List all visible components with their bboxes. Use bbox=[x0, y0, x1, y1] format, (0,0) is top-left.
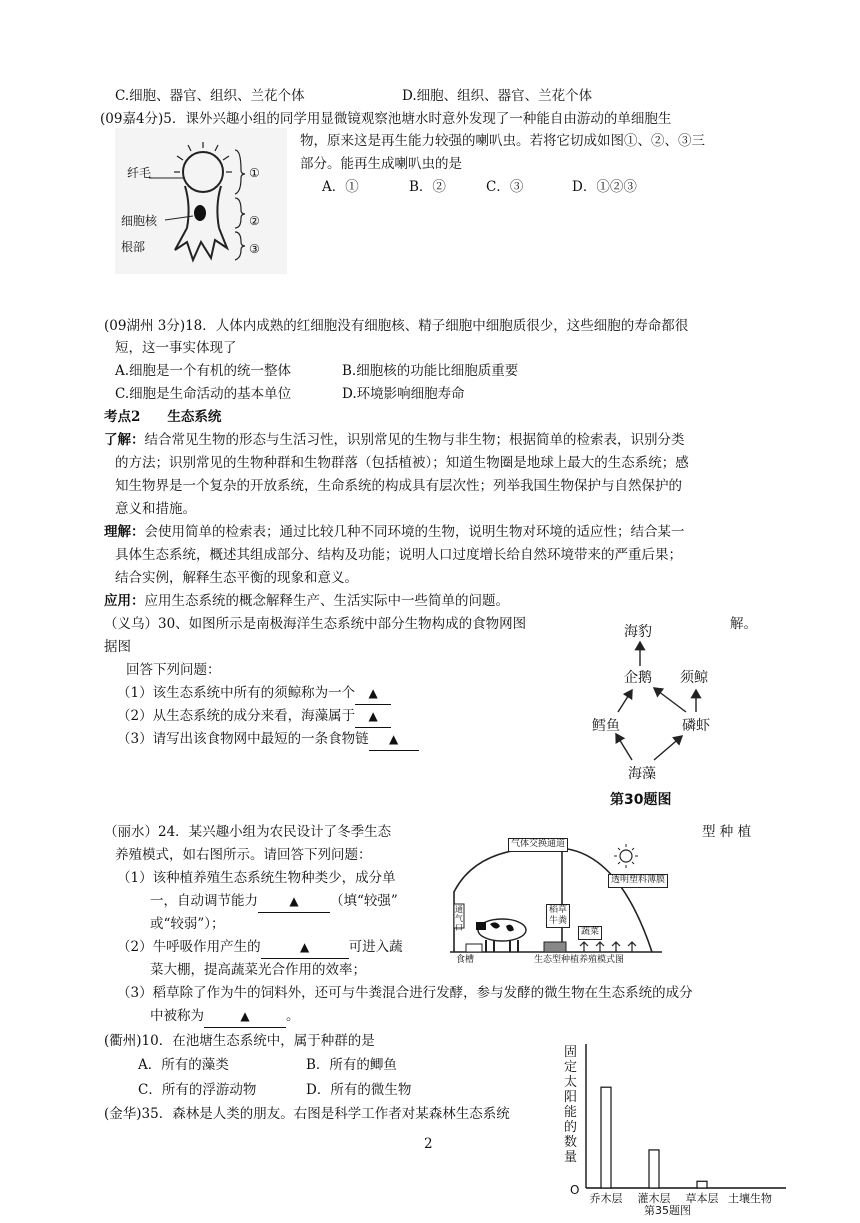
root-label: 根部 bbox=[121, 240, 146, 254]
food-web-figure bbox=[570, 616, 740, 812]
x-tick-label-1: 灌木层 bbox=[637, 1192, 671, 1205]
q24-blank-1[interactable]: ▲ bbox=[258, 891, 330, 913]
food-web-haibao: 海豹 bbox=[624, 624, 652, 640]
q10-option-d: D．所有的微生物 bbox=[306, 1082, 412, 1098]
q35-stem: (金华)35．森林是人类的朋友。右图是科学工作者对某森林生态系统 bbox=[104, 1106, 510, 1122]
gas-channel-label: 气体交换通道 bbox=[508, 838, 568, 852]
q5-option-b: B．② bbox=[409, 179, 446, 195]
greenhouse-diagram bbox=[448, 834, 674, 970]
liaojie-line2: 的方法；识别常见的生物种群和生物群落（包括植被）；知道生物圈是地球上最大的生态系统；感 bbox=[115, 455, 689, 471]
x-tick-label-0: 乔木层 bbox=[589, 1192, 623, 1205]
liaojie-line3: 知生物界是一个复杂的开放系统，生命系统的构成具有层次性；列举我国生物保护与自然保护的 bbox=[115, 478, 682, 494]
bar-2 bbox=[697, 1181, 707, 1188]
q5-stem-line2: 物，原来这是再生能力较强的喇叭虫。若将它切成如图①、②、③三 bbox=[300, 133, 705, 149]
q30-stem-line1: （义乌）30、如图所示是南极海洋生态系统中部分生物构成的食物网图 bbox=[104, 616, 527, 632]
q5-stem-line1: (09嘉4分)5．课外兴趣小组的同学用显微镜观察池塘水时意外发现了一种能自由游动的单细胞生 bbox=[100, 111, 672, 127]
part-2-label: ② bbox=[249, 214, 260, 228]
lijie-line2: 具体生态系统，概述其组成部分、结构及功能；说明人口过度增长给自然环境带来的严重后果； bbox=[115, 547, 682, 563]
q5-option-c: C．③ bbox=[486, 179, 524, 195]
q18-option-b: B.细胞核的功能比细胞质重要 bbox=[342, 363, 519, 379]
q24-sub3a: （3）稻草除了作为牛的饲料外，还可与牛粪混合进行发酵，参与发酵的微生物在生态系统的成分 bbox=[117, 985, 693, 1001]
section-title: 考点2 生态系统 bbox=[104, 409, 222, 425]
vent-label: 通气口 bbox=[455, 905, 463, 932]
part-3-label: ③ bbox=[249, 242, 260, 256]
q18-option-c: C.细胞是生命活动的基本单位 bbox=[115, 386, 292, 402]
q24-sub3: 中被称为 ▲ 。 bbox=[150, 1006, 300, 1028]
q24-sub1d: 或“较弱”）； bbox=[150, 916, 225, 932]
chart-caption: 第35题图 bbox=[644, 1204, 691, 1217]
vegetable-icons bbox=[580, 942, 636, 952]
q18-stem-line1: (09湖州 3分)18．人体内成熟的红细胞没有细胞核、精子细胞中细胞质很少，这些细胞的寿命都很 bbox=[104, 318, 689, 334]
origin-label: O bbox=[570, 1183, 580, 1197]
film-label: 透明塑料薄膜 bbox=[608, 874, 668, 888]
trumpet-worm-figure bbox=[115, 128, 287, 274]
sun-icon bbox=[620, 850, 632, 862]
food-web-qie: 企鹅 bbox=[624, 670, 652, 686]
straw-label: 稻草牛粪 bbox=[546, 904, 570, 928]
food-web-linxia: 磷虾 bbox=[682, 718, 710, 734]
q24-sub2c: 菜大棚，提高蔬菜光合作用的效率； bbox=[150, 962, 366, 978]
bar-0 bbox=[601, 1087, 611, 1188]
yingyong-line1: 应用：应用生态系统的概念解释生产、生活实际中一些简单的问题。 bbox=[104, 593, 509, 609]
q30-blank-2[interactable]: ▲ bbox=[355, 706, 391, 728]
q30-prompt: 回答下列问题： bbox=[126, 662, 221, 678]
q10-option-c: C．所有的浮游动物 bbox=[138, 1082, 257, 1098]
q30-sub1: （1）该生态系统中所有的须鲸称为一个 ▲ bbox=[117, 683, 391, 705]
q18-option-a: A.细胞是一个有机的统一整体 bbox=[115, 363, 292, 379]
bar-1 bbox=[649, 1150, 659, 1188]
q30-stem-line2: 据图 bbox=[104, 639, 131, 655]
q30-blank-1[interactable]: ▲ bbox=[355, 683, 391, 705]
lijie-line1: 理解：会使用简单的检索表；通过比较几种不同环境的生物，说明生物对环境的适应性；结合某一 bbox=[104, 524, 685, 540]
q5-option-a: A．① bbox=[322, 179, 359, 195]
nucleus-shape bbox=[194, 205, 206, 221]
q18-stem-line2: 短，这一事实体现了 bbox=[115, 340, 237, 356]
q30-stem-line1-end: 解。 bbox=[730, 616, 757, 632]
greenhouse-caption: 生态型种植养殖模式图 bbox=[534, 955, 625, 965]
q24-sub1b: 一，自动调节能力 ▲ （填“较强” bbox=[150, 891, 398, 913]
q24-blank-2[interactable]: ▲ bbox=[261, 937, 349, 959]
food-web-xueyu: 鳕鱼 bbox=[592, 718, 620, 734]
q24-stem-line1-end: 型 种 植 bbox=[702, 824, 752, 840]
lijie-line3: 结合实例，解释生态平衡的现象和意义。 bbox=[115, 570, 358, 586]
q24-stem-line2: 养殖模式，如右图所示。请回答下列问题： bbox=[115, 847, 372, 863]
q30-sub2: （2）从生态系统的成分来看，海藻属于 ▲ bbox=[117, 706, 391, 728]
q24-sub2: （2）牛呼吸作用产生的 ▲ 可进入蔬 bbox=[117, 937, 403, 959]
q24-blank-3[interactable]: ▲ bbox=[204, 1006, 286, 1028]
q24-sub1a: （1）该种植养殖生态系统生物种类少，成分单 bbox=[117, 870, 396, 886]
q10-stem: (衢州)10．在池塘生态系统中，属于种群的是 bbox=[104, 1033, 375, 1049]
food-web-haizao: 海藻 bbox=[628, 766, 656, 782]
q24-stem-line1: （丽水）24．某兴趣小组为农民设计了冬季生态 bbox=[104, 824, 392, 840]
x-tick-label-2: 草本层 bbox=[685, 1192, 719, 1205]
q30-blank-3[interactable]: ▲ bbox=[369, 729, 419, 751]
cilia-label: 纤毛 bbox=[127, 166, 152, 180]
q4-option-d: D.细胞、组织、器官、兰花个体 bbox=[402, 88, 593, 104]
q5-stem-line3: 部分。能再生成喇叭虫的是 bbox=[300, 156, 462, 172]
vegetable-label: 蔬菜 bbox=[578, 926, 602, 940]
q18-option-d: D.环境影响细胞寿命 bbox=[342, 386, 465, 402]
greenhouse-figure bbox=[448, 834, 674, 970]
feed-trough-label: 食槽 bbox=[456, 955, 475, 965]
liaojie-line4: 意义和措施。 bbox=[115, 501, 196, 517]
food-web-caption: 第30题图 bbox=[610, 792, 672, 808]
cow-icon bbox=[476, 919, 526, 952]
food-web-xujing: 须鲸 bbox=[680, 670, 708, 686]
q10-option-b: B．所有的鲫鱼 bbox=[306, 1057, 397, 1073]
part-1-label: ① bbox=[249, 166, 260, 180]
x-tick-label-3: 土壤生物 bbox=[728, 1192, 772, 1205]
nucleus-label: 细胞核 bbox=[121, 214, 158, 228]
q5-option-d: D．①②③ bbox=[572, 179, 637, 195]
q4-option-c: C.细胞、器官、组织、兰花个体 bbox=[115, 88, 305, 104]
page-number: 2 bbox=[424, 1136, 433, 1152]
q30-sub3: （3）请写出该食物网中最短的一条食物链 ▲ bbox=[117, 729, 419, 751]
liaojie-line1: 了解：结合常见生物的形态与生活习性，识别常见的生物与非生物；根据简单的检索表，识别分类 bbox=[104, 432, 685, 448]
solar-energy-chart bbox=[558, 1040, 790, 1216]
q10-option-a: A．所有的藻类 bbox=[138, 1057, 229, 1073]
y-axis-label: 固定太阳能的数量 bbox=[564, 1045, 578, 1165]
